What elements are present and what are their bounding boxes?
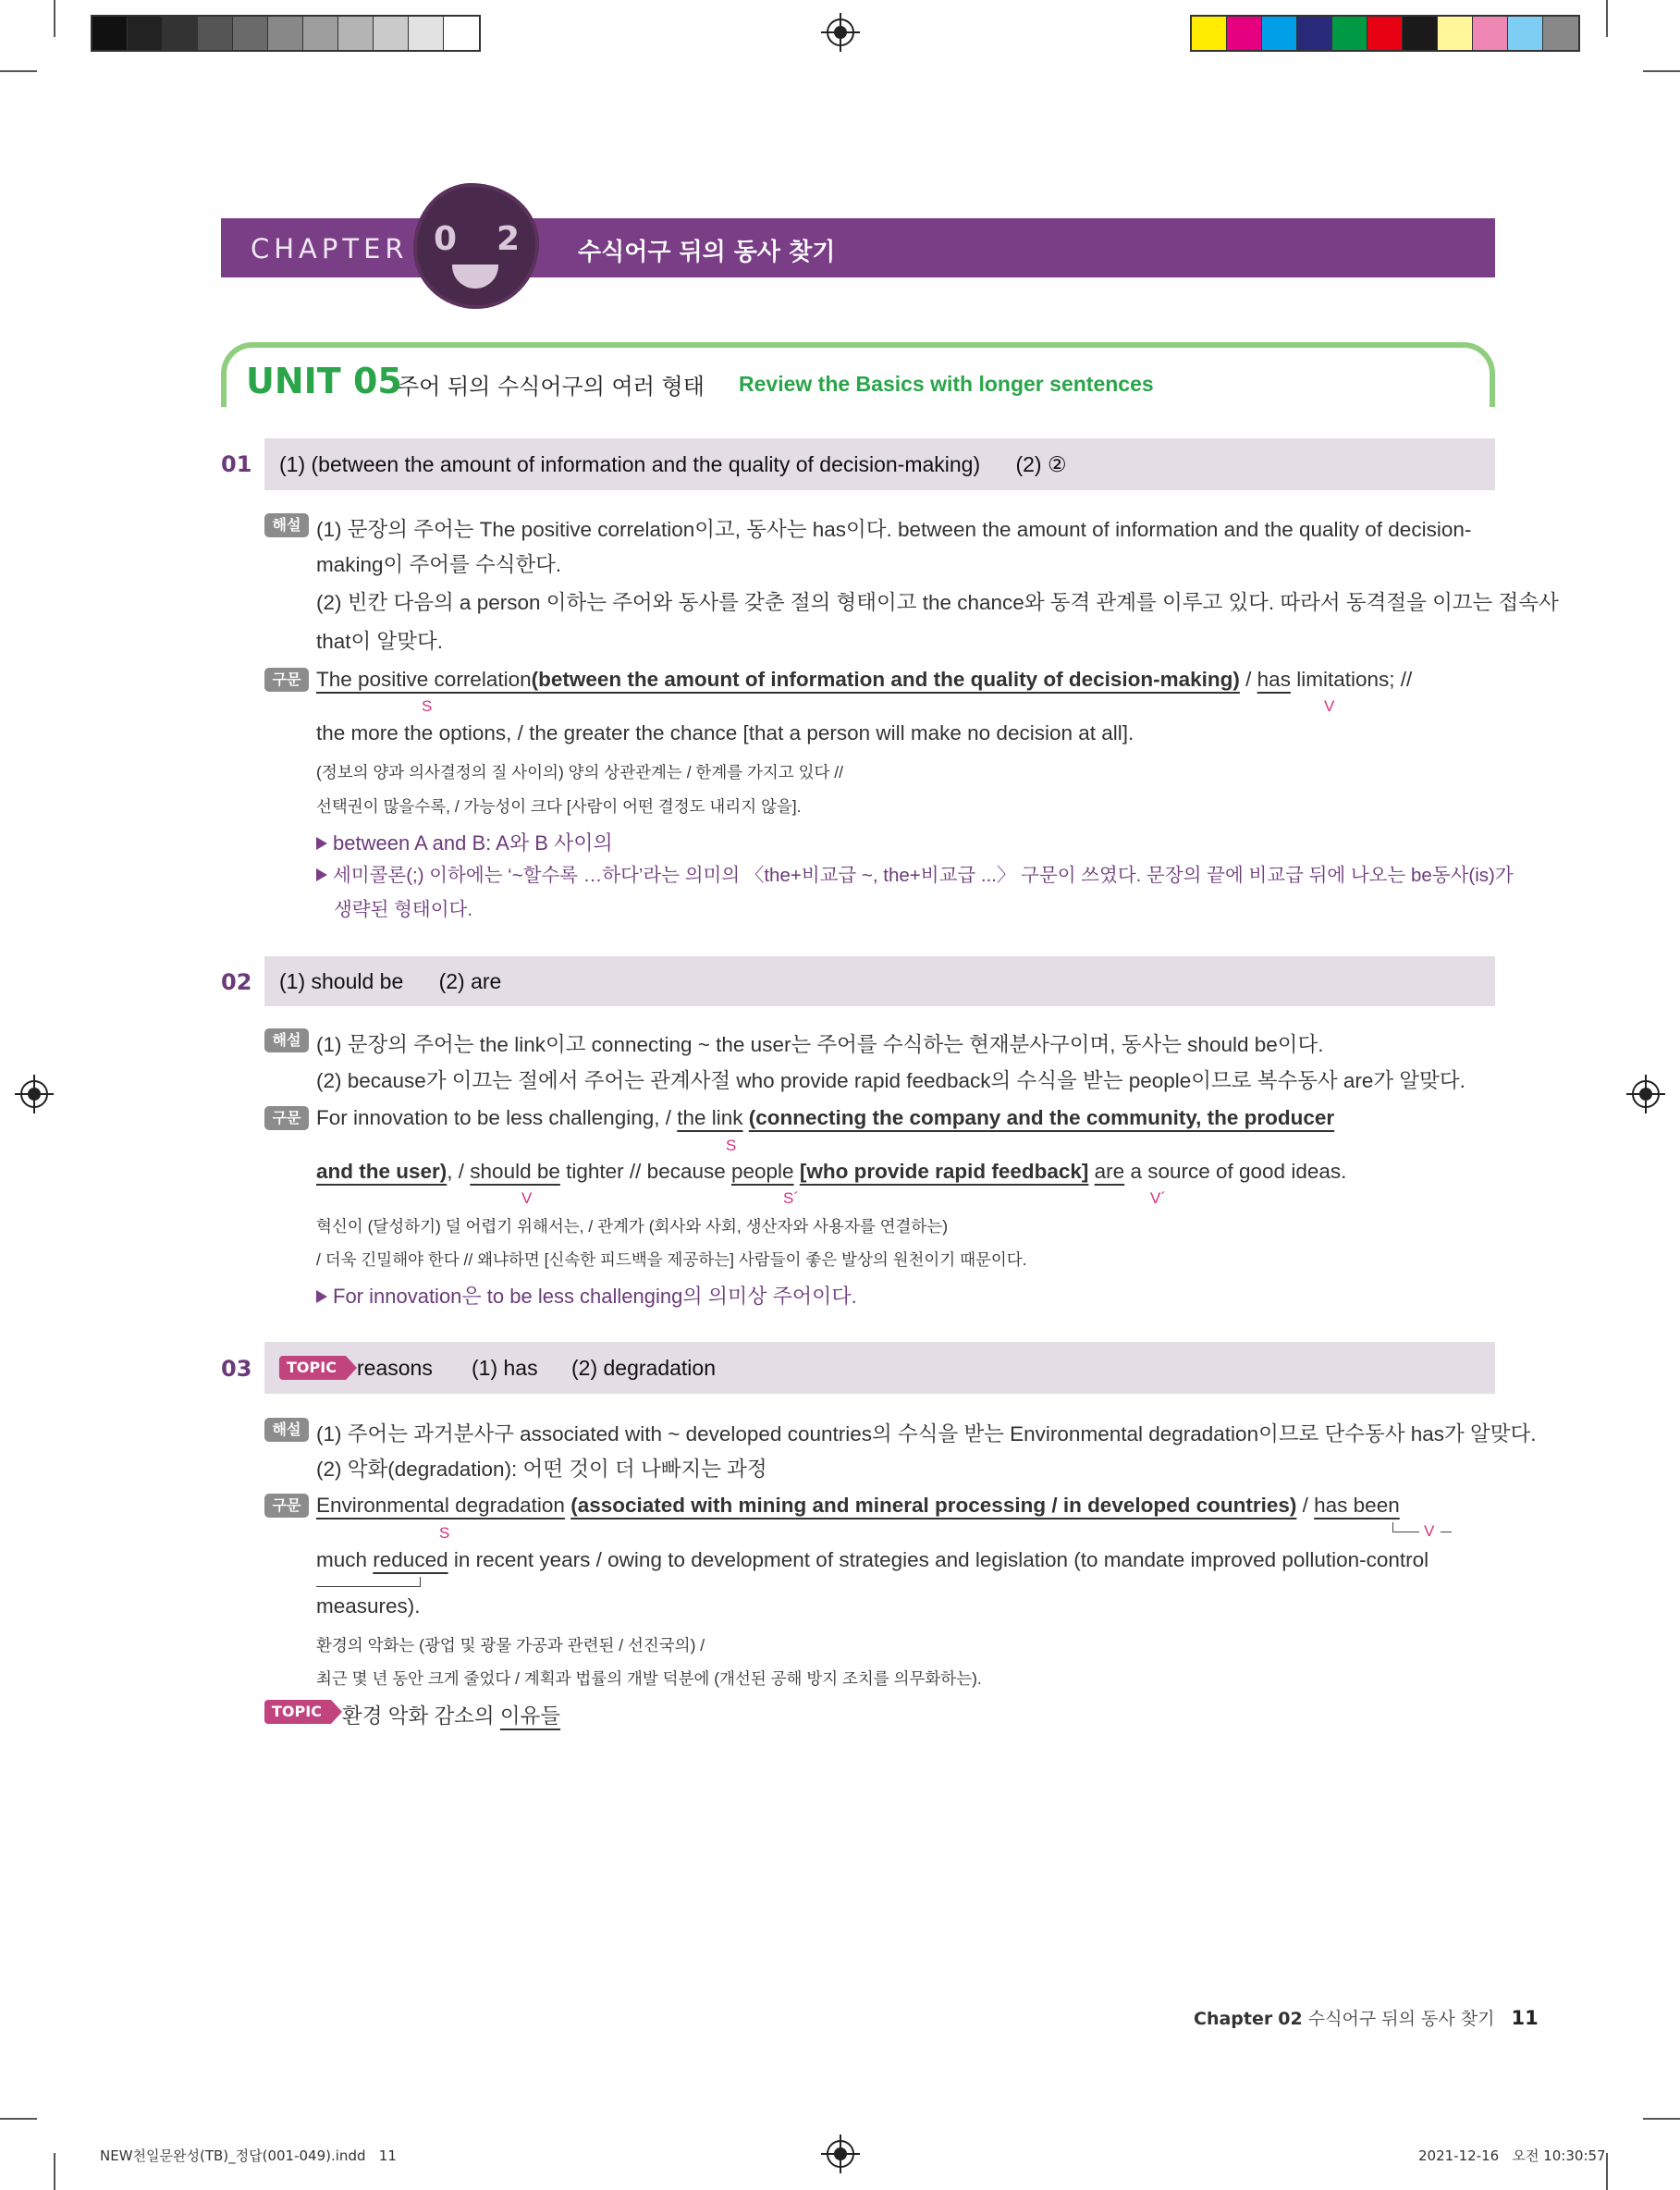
explanation-line: (1) 문장의 주어는 The positive correlation이고, 동사는 has이다. between the amount of information and the quality of decision- (316, 518, 1472, 541)
explanation-line: that이 알맞다. (316, 630, 443, 653)
verb-phrase: has (1257, 668, 1291, 691)
crop-mark (0, 2118, 37, 2120)
registration-mark-top (827, 18, 854, 46)
modifier-phrase: (connecting the company and the community, the producer (748, 1106, 1335, 1129)
note-line: 생략된 형태이다. (334, 899, 473, 920)
note-line: For innovation은 to be less challenging의 의미상 주어이다. (316, 1281, 857, 1310)
unit-label: UNIT 05 (246, 361, 402, 401)
modifier-phrase: (between the amount of information and the quality of decision-making) (531, 668, 1240, 691)
crop-mark (1643, 2118, 1680, 2120)
modifier-phrase: [who provide rapid feedback] (799, 1160, 1089, 1183)
translation-line: / 더욱 긴밀해야 한다 // 왜냐하면 [신속한 피드백을 제공하는] 사람들이 좋은 발상의 원천이기 때문이다. (316, 1250, 1027, 1269)
explanation-line: (2) 악화(degradation): 어떤 것이 더 나빠지는 과정 (316, 1458, 767, 1481)
verb-mark: V (521, 1189, 533, 1207)
syntax-sentence-line: the more the options, / the greater the chance [that a person will make no decision at all]. (316, 721, 1134, 744)
crop-mark (1643, 70, 1680, 72)
question-number: 02 (221, 969, 252, 995)
badge-smile (452, 265, 498, 289)
topic-tag: TOPIC (264, 1700, 331, 1724)
explanation-line: (2) because가 이끄는 절에서 주어는 관계사절 who provide rapid feedback의 수식을 받는 people이므로 복수동사 are가 알맞다. (316, 1069, 1465, 1092)
verb-mark: V´ (1150, 1189, 1166, 1207)
triangle-bullet-icon (316, 868, 327, 881)
translation-line: 환경의 악화는 (광업 및 광물 가공과 관련된 / 선진국의) / (316, 1636, 705, 1655)
translation-line: (정보의 양과 의사결정의 질 사이의) 양의 상관관계는 / 한계를 가지고 있다 // (316, 763, 843, 781)
crop-mark (54, 2153, 55, 2190)
chapter-digit-2: 2 (497, 220, 521, 258)
syntax-sentence-line: measures). (316, 1594, 421, 1618)
chapter-title: 수식어구 뒤의 동사 찾기 (578, 239, 836, 266)
explanation-line: making이 주어를 수식한다. (316, 553, 562, 576)
footer-title: 수식어구 뒤의 동사 찾기 (1307, 2009, 1495, 2029)
modifier-phrase: and the user) (316, 1160, 448, 1183)
subject-mark: S (422, 697, 433, 715)
explanation-tag: 해설 (264, 1418, 309, 1442)
verb-phrase: reduced (373, 1548, 448, 1571)
subject-mark: S´ (783, 1189, 799, 1207)
verb-bracket (316, 1577, 421, 1587)
translation-line: 선택권이 많을수록, / 가능성이 크다 [사람이 어떤 결정도 내리지 않을]. (316, 797, 802, 816)
verb-phrase: has been (1314, 1494, 1400, 1517)
verb-mark: V (1424, 1522, 1435, 1540)
subject-phrase: Environmental degradation (316, 1494, 565, 1517)
question-number: 03 (221, 1356, 252, 1382)
footer-chapter-number: 02 (1278, 2009, 1303, 2029)
triangle-bullet-icon (316, 1290, 327, 1303)
process-color-bar (1190, 15, 1580, 52)
answer-text: (1) has (472, 1356, 538, 1380)
chapter-bar (221, 218, 1495, 277)
topic-answer: 환경 악화 감소의 이유들 (342, 1704, 561, 1728)
chapter-number-badge (413, 183, 539, 309)
grayscale-color-bar (91, 15, 481, 52)
question-number: 01 (221, 451, 252, 477)
explanation-tag: 해설 (264, 1028, 309, 1052)
syntax-sentence: For innovation to be less challenging, / the link (connecting the company and the community, the producer (316, 1106, 1335, 1129)
verb-mark: V (1324, 697, 1335, 715)
unit-title: 주어 뒤의 수식어구의 여러 형태 (398, 374, 705, 400)
syntax-sentence: The positive correlation(between the amount of information and the quality of decision-making) / has limitations; // (316, 668, 1413, 691)
verb-phrase: should be (470, 1160, 560, 1183)
explanation-line: (1) 문장의 주어는 the link이고 connecting ~ the user는 주어를 수식하는 현재분사구이며, 동사는 should be이다. (316, 1033, 1324, 1056)
subject-mark: S (439, 1524, 450, 1542)
chapter-digit-1: 0 (434, 220, 458, 258)
crop-mark (54, 0, 55, 37)
slug-date: 2021-12-16 오전 10:30:57 (1418, 2147, 1606, 2164)
slug-filename: NEW천일문완성(TB)_정답(001-049).indd 11 (100, 2147, 397, 2164)
subject-phrase: people (731, 1160, 794, 1183)
syntax-tag: 구문 (264, 1494, 309, 1518)
triangle-bullet-icon (316, 837, 327, 850)
explanation-tag: 해설 (264, 513, 309, 537)
registration-mark-bottom (827, 2140, 854, 2168)
syntax-sentence-line: and the user), / should be tighter // because people [who provide rapid feedback] are a source of good ideas. (316, 1160, 1347, 1183)
explanation-line: (1) 주어는 과거분사구 associated with ~ developed countries의 수식을 받는 Environmental degradation이므로 단수동사 has가 알맞다. (316, 1422, 1537, 1446)
chapter-word: CHAPTER (251, 233, 409, 265)
crop-mark (1606, 0, 1608, 37)
syntax-sentence: Environmental degradation (associated with mining and mineral processing / in developed countries) / has been (316, 1494, 1400, 1517)
answer-text: (2) degradation (571, 1356, 716, 1380)
translation-line: 혁신이 (달성하기) 덜 어렵기 위해서는, / 관계가 (회사와 사회, 생산자와 사용자를 연결하는) (316, 1217, 949, 1236)
subject-phrase: The positive correlation (316, 668, 532, 691)
note-line: 세미콜론(;) 이하에는 ‘~할수록 …하다’라는 의미의 〈the+비교급 ~, the+비교급 ...〉 구문이 쓰였다. 문장의 끝에 비교급 뒤에 나오는 be동사(is)가 (316, 859, 1514, 887)
verb-bracket (1392, 1522, 1419, 1532)
crop-mark (0, 70, 37, 72)
unit-subtitle: Review the Basics with longer sentences (739, 372, 1154, 396)
answer-text: (1) (between the amount of information and the quality of decision-making) (2) ② (279, 452, 1067, 476)
translation-line: 최근 몇 년 동안 크게 줄었다 / 계획과 법률의 개발 덕분에 (개선된 공해 방지 조치를 의무화하는). (316, 1669, 982, 1688)
modifier-phrase: (associated with mining and mineral processing / in developed countries) (570, 1494, 1297, 1517)
topic-keyword: 이유들 (499, 1704, 561, 1728)
registration-mark-left (20, 1080, 48, 1108)
note-line: between A and B: A와 B 사이의 (316, 828, 613, 856)
footer-chapter-label: Chapter (1194, 2009, 1273, 2029)
subject-phrase: the link (677, 1106, 743, 1129)
syntax-tag: 구문 (264, 1106, 309, 1130)
syntax-tag: 구문 (264, 668, 309, 692)
page-number: 11 (1511, 2007, 1539, 2029)
subject-mark: S (726, 1137, 737, 1154)
topic-tag: TOPIC (279, 1356, 346, 1380)
registration-mark-right (1632, 1080, 1660, 1108)
answer-topic: reasons (357, 1356, 433, 1380)
syntax-sentence-line: much reduced in recent years / owing to development of strategies and legislation (to mandate improved pollution-control (316, 1548, 1429, 1571)
verb-phrase: are (1094, 1160, 1125, 1183)
crop-mark (1606, 2153, 1608, 2190)
explanation-line: (2) 빈칸 다음의 a person 이하는 주어와 동사를 갖춘 절의 형태이고 the chance와 동격 관계를 이루고 있다. 따라서 동격절을 이끄는 접속사 (316, 591, 1559, 614)
answer-bar (264, 1342, 1495, 1394)
answer-text: (1) should be (2) are (279, 969, 502, 993)
page-footer (1194, 2005, 1539, 2030)
